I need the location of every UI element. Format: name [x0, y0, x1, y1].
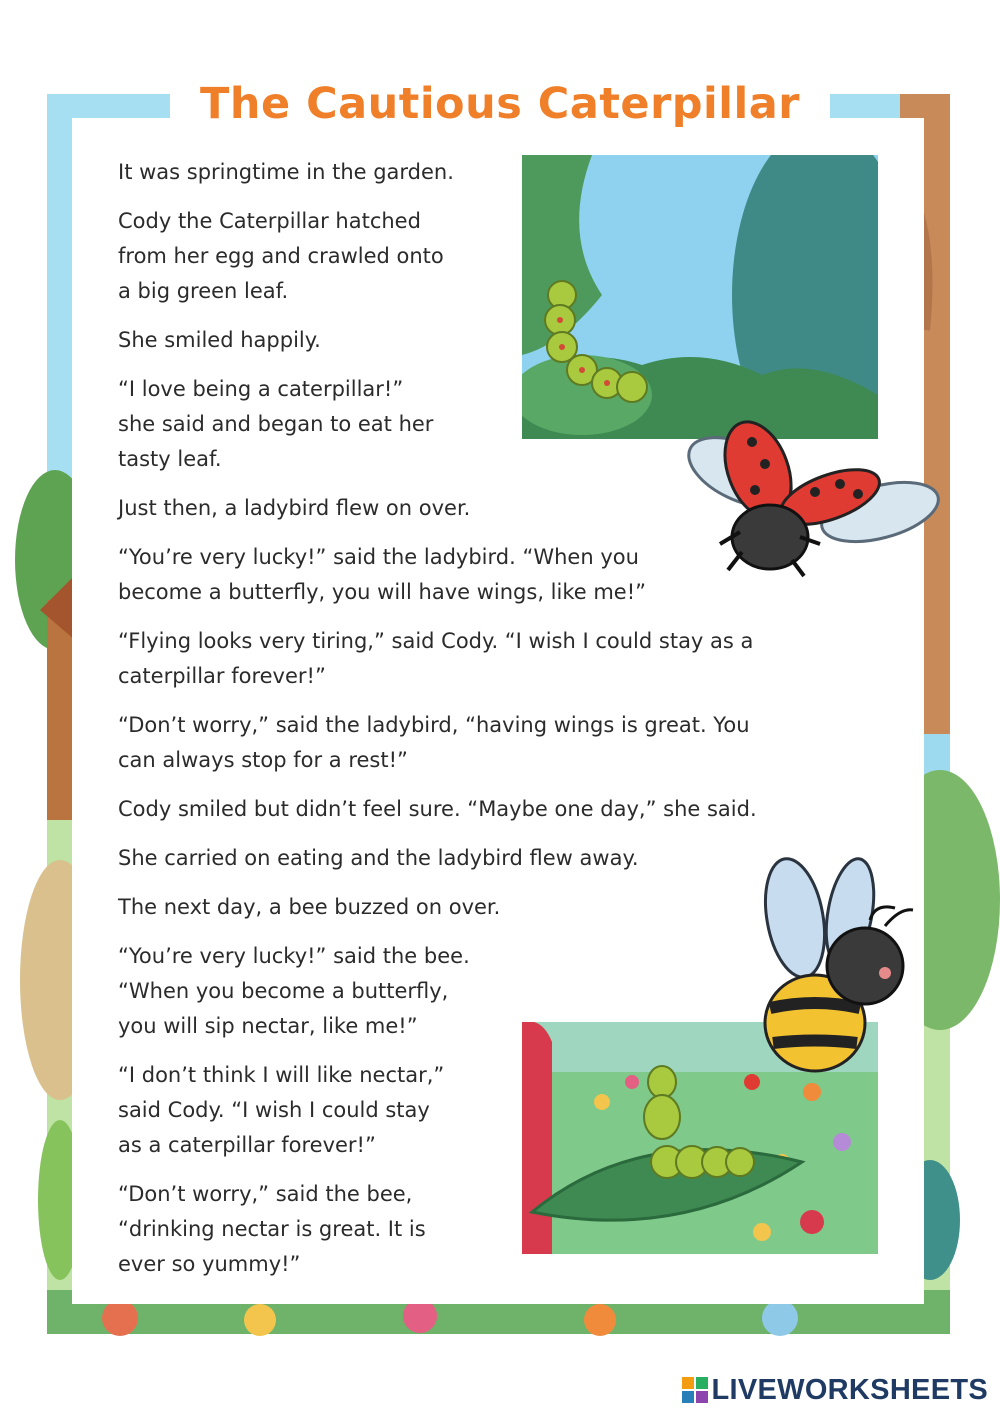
page-title: The Cautious Caterpillar: [170, 72, 830, 136]
paragraph: “You’re very lucky!” said the ladybird. “When you become a butterfly, you will have wings, like me!”: [118, 545, 647, 604]
paragraph: “I don’t think I will like nectar,” said Cody. “I wish I could stay as a caterpillar forever!”: [118, 1063, 445, 1157]
brand-name: LIVEWORKSHEETS: [711, 1373, 988, 1406]
paragraph: The next day, a bee buzzed on over.: [118, 895, 501, 919]
paragraph: It was springtime in the garden.: [118, 160, 454, 184]
paragraph: “You’re very lucky!” said the bee. “When you become a butterfly, you will sip nectar, like me!”: [118, 944, 470, 1038]
paragraph: Cody the Caterpillar hatched from her egg and crawled onto a big green leaf.: [118, 209, 444, 303]
paragraph: “Flying looks very tiring,” said Cody. “I wish I could stay as a caterpillar forever!”: [118, 629, 754, 688]
liveworksheets-branding[interactable]: [682, 1372, 989, 1408]
liveworksheets-logo-icon: [682, 1377, 708, 1403]
paragraph: She carried on eating and the ladybird flew away.: [118, 846, 639, 870]
paragraph: “Don’t worry,” said the ladybird, “having wings is great. You can always stop for a rest!”: [118, 713, 750, 772]
paragraph: “Don’t worry,” said the bee, “drinking nectar is great. It is ever so yummy!”: [118, 1182, 426, 1276]
paragraph: Cody smiled but didn’t feel sure. “Maybe one day,” she said.: [118, 797, 757, 821]
paragraph: “I love being a caterpillar!” she said and began to eat her tasty leaf.: [118, 377, 434, 471]
paragraph: Just then, a ladybird flew on over.: [118, 496, 471, 520]
paragraph: She smiled happily.: [118, 328, 321, 352]
story-text: [118, 155, 878, 1296]
